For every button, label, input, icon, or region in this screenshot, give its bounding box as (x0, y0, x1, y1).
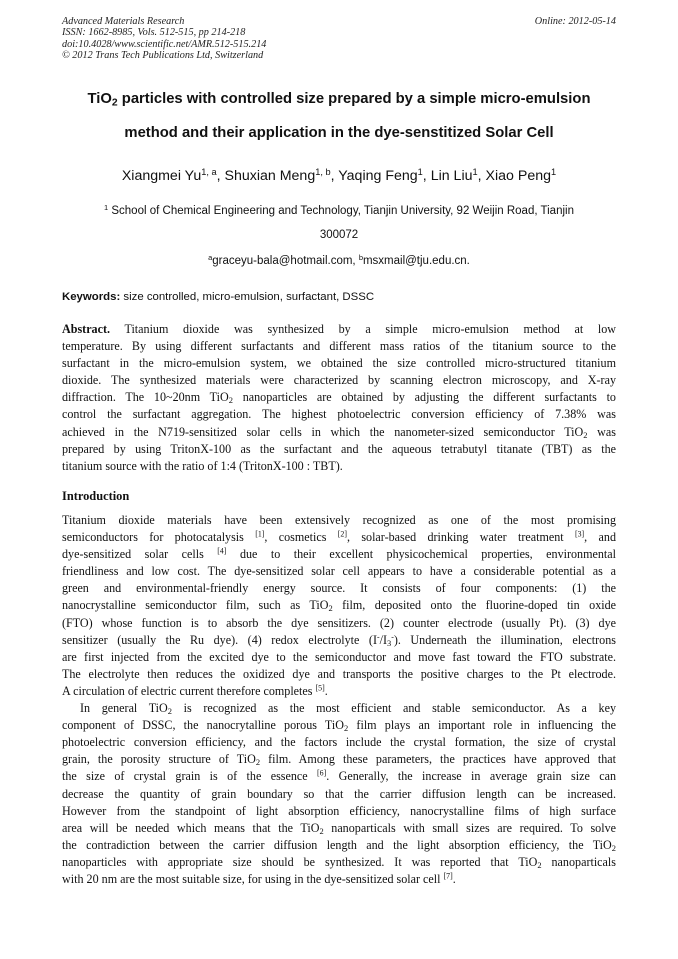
title-subscript: 2 (111, 97, 118, 109)
affiliation-text: School of Chemical Engineering and Technology, Tianjin University, 92 Weijin Road, Tianjin (108, 205, 574, 217)
introduction-line: photoelectric conversion efficiency, and the factors include the crystal formation, the size of crystal (62, 735, 616, 750)
introduction-line: component of DSSC, the nanocrytalline porous TiO$_2$ film plays an important role in influencing the (62, 718, 617, 734)
author-affiliation-marker: 1 (417, 166, 423, 177)
introduction-line: the size of crystal grain is of the essence [6]. Generally, the increase in average grain size can (62, 769, 616, 784)
introduction-line: friendliness and low cost. The dye-sensitized solar cell appears to have a considerable potential as a (62, 564, 616, 579)
introduction-line: area will be needed which means that the TiO$_2$ nanoparticals with small sizes are required. To solve (62, 820, 616, 836)
author-affiliation-marker: 1 (551, 166, 557, 177)
email-a: graceyu-bala@hotmail.com, (212, 255, 359, 267)
author-affiliation-marker: 1, b (315, 166, 331, 177)
affiliation-line-1 (20, 202, 658, 217)
introduction-line: grain, the porosity structure of TiO$_2$ film. Among these parameters, the practices have approved that (62, 752, 616, 768)
introduction-line: However from the standpoint of light absorption efficiency, nanocrystalline films of high surface (62, 803, 616, 818)
introduction-line: The electrolyte then reduces the oxidized dye and transports the positive charges to the Pt electrode. (62, 666, 616, 681)
author-name: Xiangmei Yu (121, 168, 202, 184)
introduction-body (62, 512, 616, 888)
email-b: msxmail@tju.edu.cn. (362, 255, 470, 267)
abstract-paragraph (62, 321, 616, 475)
paper-title-line-1 (40, 91, 638, 107)
keywords-text: size controlled, micro-emulsion, surfactant, DSSC (120, 291, 375, 303)
doi-line: doi:10.4028/www.scientific.net/AMR.512-515.214 (62, 38, 267, 50)
introduction-line: decrease the quantity of grain boundary so that the carrier diffusion length can be increased. (62, 786, 616, 801)
online-date: Online: 2012-05-14 (534, 16, 616, 27)
abstract-line: diffraction. The 10~20nm TiO$_2$ nanoparticles are obtained by adjusting the different surfactants to (62, 390, 616, 406)
author-affiliation-marker: 1, a (201, 166, 217, 177)
issn-line: ISSN: 1662-8985, Vols. 512-515, pp 214-218 (62, 27, 246, 39)
abstract-line: surfactant in the micro-emulsion system, we obtained the size controlled micro-structured titanium (62, 356, 616, 371)
email-line (20, 252, 658, 267)
introduction-line: In general TiO$_2$ is recognized as the most efficient and stable semiconductor. As a key (80, 701, 617, 717)
journal-header (62, 16, 616, 62)
copyright-line: © 2012 Trans Tech Publications Ltd, Switzerland (62, 50, 264, 62)
email-a-marker: a (208, 252, 213, 262)
author-affiliation-marker: 1 (472, 166, 478, 177)
author-name: Yaqing Feng (338, 168, 418, 184)
author-name: Xiao Peng (485, 168, 552, 184)
abstract-line: titanium source with the ratio of 1:4 (TritonX-100 : TBT). (62, 458, 343, 473)
author-list: Xiangmei Yu$^{1, a}$, Shuxian Meng$^{1, b}$, Yaqing Feng$^1$, Lin Liu$^1$, Xiao Peng$^1$ (121, 166, 557, 184)
introduction-line: semiconductors for photocatalysis [1], cosmetics [2], solar-based drinking water treatment [3], and (62, 529, 616, 545)
abstract-line: prepared by using TritonX-100 as the surfactant and the aqueous tetrabutyl titanate (TBT) as the (62, 441, 616, 456)
title-rest: particles with controlled size prepared by a simple micro-emulsion (117, 91, 591, 107)
introduction-line: nanoparticles with appropriate size should be synthesized. It was reported that TiO$_2$ nanoparticals (62, 854, 616, 870)
paper-title-line-2: method and their application in the dye-senstitized Solar Cell (124, 125, 554, 141)
abstract-line: temperature. By using different surfactants and different mass ratios of the titanium source to the (62, 339, 616, 354)
affiliation-marker: 1 (104, 202, 109, 212)
affiliation-line-2: 300072 (319, 229, 359, 241)
email-b-marker: b (358, 252, 363, 262)
introduction-line: sensitizer (usually the Ru dye). (4) redox electrolyte $(I^-/I_3^-)$. Underneath the illumination, electrons (62, 632, 616, 648)
introduction-line: nanocrystalline semiconductor film, such as TiO$_2$ film, deposited onto the fluorine-doped tin oxide (62, 598, 617, 614)
introduction-heading: Introduction (62, 489, 130, 503)
author-name: Shuxian Meng (224, 168, 316, 184)
abstract-line: Abstract. Titanium dioxide was synthesized by a simple micro-emulsion method at low (62, 322, 616, 336)
title-tio: TiO (87, 91, 112, 107)
introduction-line: the contradiction between the carrier diffusion length and the light absorption efficiency, the TiO$_2$ (62, 837, 616, 853)
author-name: Lin Liu (430, 168, 473, 184)
keywords-label: Keywords: (62, 291, 121, 303)
abstract-line: dioxide. The synthesized materials were characterized by scanning electron microscopy, and X-ray (62, 373, 616, 388)
introduction-line: A circulation of electric current therefore completes [5]. (62, 683, 328, 698)
introduction-line: dye-sensitized solar cells [4] due to their excellent physicochemical properties, environmental (62, 546, 617, 562)
journal-name: Advanced Materials Research (62, 16, 185, 27)
abstract-line: control the surfactant aggregation. The highest photoelectric conversion efficiency of 7.38% was (62, 407, 616, 422)
abstract-line: achieved in the N719-sensitized solar cells in which the nanometer-sized semiconductor TiO$_2$ was (62, 424, 616, 440)
keywords-line (62, 291, 374, 303)
introduction-line: Titanium dioxide materials have been extensively recognized as one of the most promising (62, 513, 616, 527)
introduction-line: (FTO) whose function is to absorb the dye sensitizers. (2) counter electrode (usually Pt). (3) dye (62, 615, 616, 630)
introduction-line: with 20 nm are the most suitable size, for using in the dye-sensitized solar cell [7]. (62, 871, 456, 886)
introduction-line: green and environmental-friendly energy source. It consists of four components: (1) the (62, 581, 616, 596)
introduction-line: are first injected from the excited dye to the semiconductor and move fast toward the FTO substrate. (62, 649, 616, 664)
